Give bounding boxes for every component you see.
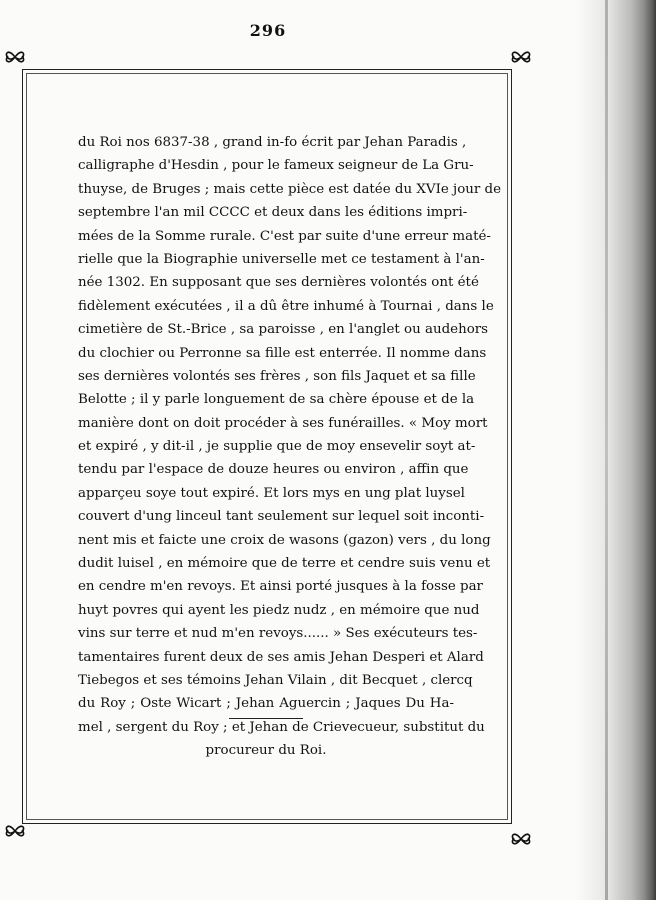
book-spine-shadow xyxy=(576,0,656,900)
text-line: cimetière de St.-Brice , sa paroisse , en l'anglet ou audehors xyxy=(78,322,489,338)
page-number: 296 xyxy=(249,21,287,40)
text-line: thuyse, de Bruges ; mais cette pièce est datée du XVIe jour de xyxy=(78,181,502,197)
text-line: apparçeu soye tout expiré. Et lors mys en ung plat luysel xyxy=(78,485,465,501)
text-line: du clochier ou Perronne sa fille est enterrée. Il nomme dans xyxy=(78,345,487,361)
text-line: nent mis et faicte une croix de wasons (gazon) vers , du long xyxy=(78,532,491,548)
body-text xyxy=(78,131,502,763)
text-line: mel , sergent du Roy ; et Jehan de Crievecueur, substitut du xyxy=(78,719,485,735)
text-line: calligraphe d'Hesdin , pour le fameux seigneur de La Gru- xyxy=(78,158,474,174)
fleuron-icon xyxy=(508,826,534,852)
text-line: fidèlement exécutées , il a dû être inhumé à Tournai , dans le xyxy=(78,298,494,314)
page-edge xyxy=(605,0,608,900)
text-line: tamentaires furent deux de ses amis Jehan Desperi et Alard xyxy=(78,649,484,665)
text-line: ses dernières volontés ses frères , son fils Jaquet et sa fille xyxy=(78,368,476,384)
text-line: dudit luisel , en mémoire que de terre et cendre suis venu et xyxy=(78,556,491,572)
text-line: huyt povres qui ayent les piedz nudz , en mémoire que nud xyxy=(78,602,480,618)
text-line: et expiré , y dit-il , je supplie que de moy ensevelir soyt at- xyxy=(78,439,476,455)
text-line-last: procureur du Roi. xyxy=(205,743,327,759)
fleuron-icon xyxy=(508,44,534,70)
text-line: tendu par l'espace de douze heures ou environ , affin que xyxy=(78,462,469,478)
text-line: Tiebegos et ses témoins Jehan Vilain , dit Becquet , clercq xyxy=(78,672,473,688)
text-line: couvert d'ung linceul tant seulement sur lequel soit inconti- xyxy=(78,509,485,525)
text-line: du Roi nos 6837-38 , grand in-fo écrit par Jehan Paradis , xyxy=(78,135,467,150)
text-line: manière dont on doit procéder à ses funérailles. « Moy mort xyxy=(78,415,488,431)
text-line: vins sur terre et nud m'en revoys...... » Ses exécuteurs tes- xyxy=(78,626,478,642)
text-line: rielle que la Biographie universelle met ce testament à l'an- xyxy=(78,251,485,267)
text-line: mées de la Somme rurale. C'est par suite d'une erreur maté- xyxy=(78,228,491,244)
text-line: née 1302. En supposant que ses dernières volontés ont été xyxy=(78,275,479,291)
text-line: du Roy ; Oste Wicart ; Jehan Aguercin ; Jaques Du Ha- xyxy=(78,696,454,712)
text-line: septembre l'an mil CCCC et deux dans les éditions impri- xyxy=(78,205,468,221)
closing-rule xyxy=(229,718,303,719)
text-line: en cendre m'en revoys. Et ainsi porté jusques à la fosse par xyxy=(78,579,483,595)
fleuron-icon xyxy=(2,44,28,70)
text-line: Belotte ; il y parle longuement de sa chère épouse et de la xyxy=(78,392,475,408)
